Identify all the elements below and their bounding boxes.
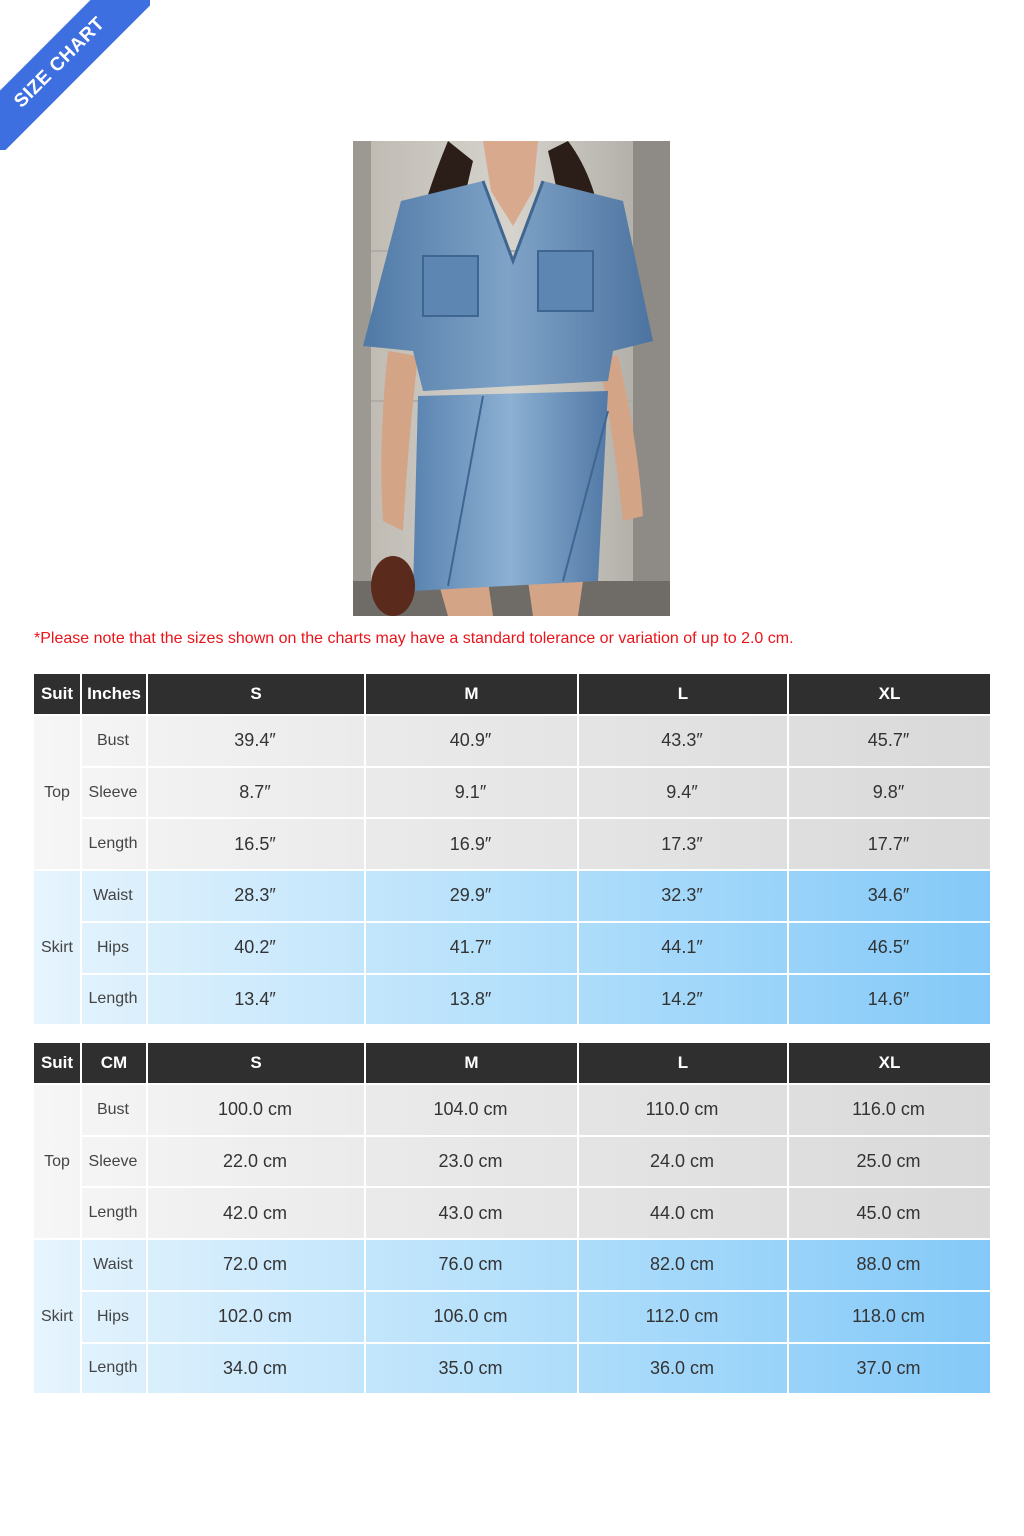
column-divider	[80, 1083, 82, 1395]
size-value: 8.7″	[239, 782, 271, 803]
row-label-waist: Waist	[93, 1255, 133, 1273]
row-label-sleeve: Sleeve	[88, 783, 138, 801]
row-label-hips: Hips	[96, 938, 129, 956]
size-value: 13.8″	[449, 988, 492, 1009]
size-value: 45.0 cm	[856, 1202, 921, 1223]
size-value: 25.0 cm	[856, 1151, 921, 1172]
header-cell-suit: Suit	[34, 674, 80, 714]
size-value: 82.0 cm	[649, 1254, 715, 1275]
size-value: 44.0 cm	[649, 1202, 715, 1223]
header-cell-m: M	[366, 1043, 577, 1083]
row-label-sleeve: Sleeve	[88, 1152, 138, 1170]
size-value: 112.0 cm	[645, 1306, 719, 1327]
size-value: 37.0 cm	[856, 1357, 921, 1378]
size-value: 110.0 cm	[645, 1099, 719, 1120]
size-value: 16.9″	[449, 833, 492, 854]
column-divider	[577, 1083, 579, 1395]
size-value: 17.7″	[867, 833, 910, 854]
row-label-bust: Bust	[96, 1100, 129, 1118]
size-value: 106.0 cm	[433, 1306, 508, 1327]
ribbon-label: SIZE CHART	[0, 0, 150, 150]
row-label-length: Length	[88, 835, 138, 853]
row-label-bust: Bust	[96, 731, 129, 749]
size-value: 22.0 cm	[222, 1151, 288, 1172]
tolerance-note: *Please note that the sizes shown on the charts may have a standard tolerance or variation of up to 2.0 cm.	[34, 630, 794, 647]
size-value: 32.3″	[661, 885, 703, 906]
size-value: 104.0 cm	[433, 1099, 508, 1120]
size-value: 14.2″	[661, 988, 703, 1009]
denim-outfit-illustration	[353, 141, 670, 616]
header-cell-m: M	[366, 674, 577, 714]
size-value: 45.7″	[867, 730, 910, 751]
column-divider	[787, 1083, 789, 1395]
size-table-inches	[34, 674, 990, 1024]
size-value: 34.0 cm	[222, 1357, 288, 1378]
size-value: 100.0 cm	[217, 1099, 293, 1120]
column-divider	[577, 714, 579, 1026]
size-value: 88.0 cm	[856, 1254, 921, 1275]
size-value: 72.0 cm	[222, 1254, 288, 1275]
size-value: 41.7″	[449, 937, 492, 958]
size-table-cm	[34, 1043, 990, 1393]
size-value: 9.4″	[666, 782, 698, 803]
size-chart-ribbon	[0, 0, 150, 150]
row-label-waist: Waist	[93, 886, 133, 904]
size-value: 29.9″	[449, 885, 492, 906]
group-label-skirt: Skirt	[41, 1307, 73, 1325]
header-cell-l: L	[579, 1043, 787, 1083]
header-cell-l: L	[579, 674, 787, 714]
group-label-top: Top	[44, 783, 70, 801]
size-value: 9.8″	[872, 782, 905, 803]
size-value: 16.5″	[234, 833, 276, 854]
row-label-length: Length	[88, 1204, 138, 1222]
size-value: 76.0 cm	[438, 1254, 503, 1275]
group-label-skirt: Skirt	[41, 938, 73, 956]
size-value: 44.1″	[661, 937, 703, 958]
header-cell-suit: Suit	[34, 1043, 80, 1083]
size-value: 23.0 cm	[438, 1151, 503, 1172]
header-cell-s: S	[148, 1043, 364, 1083]
column-divider	[146, 1083, 148, 1395]
size-value: 40.2″	[234, 937, 276, 958]
size-value: 39.4″	[234, 730, 276, 751]
size-value: 42.0 cm	[222, 1202, 288, 1223]
size-value: 34.6″	[867, 885, 910, 906]
size-value: 43.0 cm	[438, 1202, 503, 1223]
size-value: 17.3″	[661, 833, 703, 854]
size-value: 35.0 cm	[438, 1357, 503, 1378]
size-value: 43.3″	[661, 730, 703, 751]
column-divider	[787, 714, 789, 1026]
size-value: 24.0 cm	[649, 1151, 715, 1172]
size-value: 46.5″	[867, 937, 910, 958]
header-cell-xl: XL	[789, 674, 990, 714]
size-value: 40.9″	[449, 730, 492, 751]
header-cell-cm: CM	[82, 1043, 146, 1083]
column-divider	[146, 714, 148, 1026]
column-divider	[80, 714, 82, 1026]
row-label-length: Length	[88, 990, 138, 1008]
column-divider	[364, 1083, 366, 1395]
size-value: 13.4″	[234, 988, 276, 1009]
size-value: 9.1″	[454, 782, 487, 803]
header-cell-s: S	[148, 674, 364, 714]
column-divider	[364, 714, 366, 1026]
header-cell-inches: Inches	[82, 674, 146, 714]
group-label-top: Top	[44, 1152, 70, 1170]
size-value: 28.3″	[234, 885, 276, 906]
size-value: 36.0 cm	[649, 1357, 715, 1378]
size-value: 116.0 cm	[852, 1099, 925, 1120]
size-value: 118.0 cm	[852, 1306, 925, 1327]
size-value: 102.0 cm	[217, 1306, 293, 1327]
row-label-length: Length	[88, 1359, 138, 1377]
product-photo	[353, 141, 670, 616]
header-cell-xl: XL	[789, 1043, 990, 1083]
row-label-hips: Hips	[96, 1307, 129, 1325]
size-value: 14.6″	[867, 988, 910, 1009]
